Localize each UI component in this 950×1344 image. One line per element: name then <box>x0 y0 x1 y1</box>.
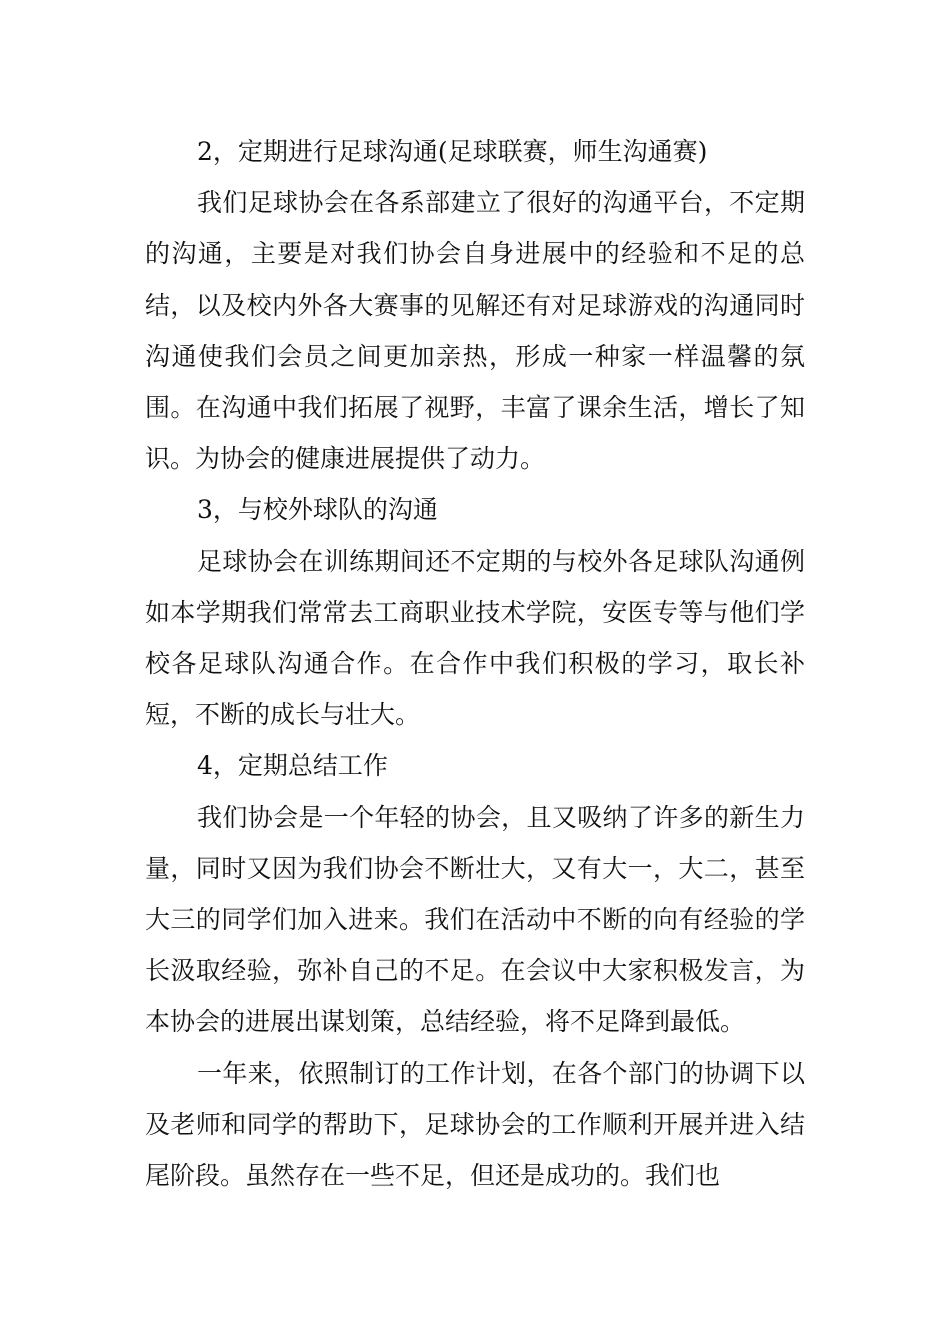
section-heading-2: 2，定期进行足球沟通(足球联赛，师生沟通赛) <box>197 137 708 166</box>
paragraph-communication: 我们足球协会在各系部建立了很好的沟通平台，不定期的沟通，主要是对我们协会自身进展中的经验和不足的总结，以及校内外各大赛事的见解还有对足球游戏的沟通同时沟通使我们会员之间更加亲热，形成一种家一样温馨的氛围。在沟通中我们拓展了视野，丰富了课余生活，增长了知识。为协会的健康进展提供了动力。 <box>145 188 805 474</box>
section-heading-4: 4，定期总结工作 <box>197 751 388 781</box>
section-heading-3: 3，与校外球队的沟通 <box>197 495 438 525</box>
document-body <box>145 126 805 1201</box>
paragraph-external-teams: 足球协会在训练期间还不定期的与校外各足球队沟通例如本学期我们常常去工商职业技术学院，安医专等与他们学校各足球队沟通合作。在合作中我们积极的学习，取长补短，不断的成长与壮大。 <box>145 546 805 730</box>
paragraph-year-review: 一年来，依照制订的工作计划，在各个部门的协调下以及老师和同学的帮助下，足球协会的工作顺利开展并进入结尾阶段。虽然存在一些不足，但还是成功的。我们也 <box>145 1058 805 1191</box>
paragraph-summary-work: 我们协会是一个年轻的协会，且又吸纳了许多的新生力量，同时又因为我们协会不断壮大，又有大一，大二，甚至大三的同学们加入进来。我们在活动中不断的向有经验的学长汲取经验，弥补自己的不足。在会议中大家积极发言，为本协会的进展出谋划策，总结经验，将不足降到最低。 <box>145 802 805 1037</box>
